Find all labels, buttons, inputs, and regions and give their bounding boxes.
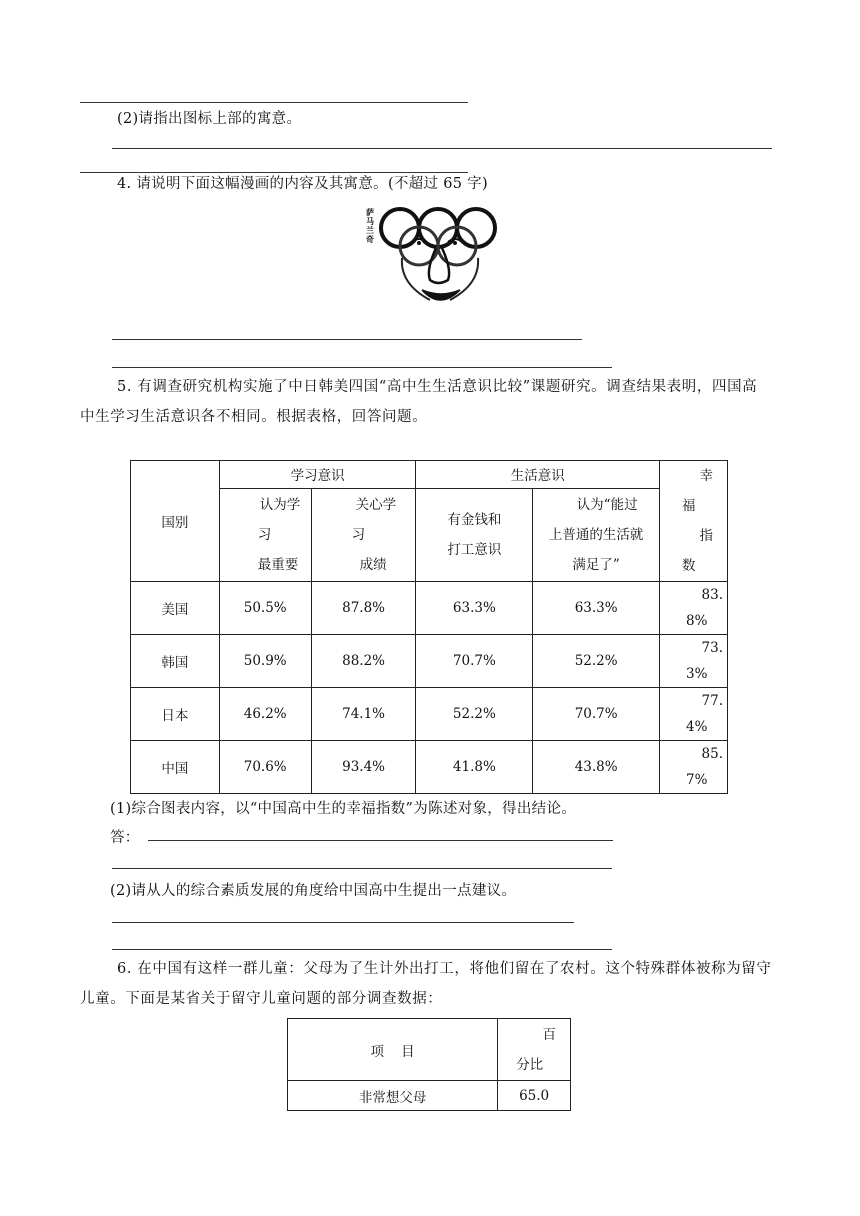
cartoon-face-illustration bbox=[360, 198, 500, 310]
answer-line bbox=[80, 102, 468, 103]
subheader-care-grades: 关心学 习 成绩 bbox=[311, 489, 416, 582]
table-row bbox=[131, 582, 728, 635]
row-country: 中国 bbox=[131, 741, 220, 794]
q6-intro: 6. 在中国有这样一群儿童：父母为了生计外出打工，将他们留在了农村。这个特殊群体被称为留守 儿童。下面是某省关于留守儿童问题的部分调查数据： bbox=[80, 961, 772, 1007]
subheader-money-work: 有金钱和 打工意识 bbox=[416, 489, 533, 582]
row-country: 日本 bbox=[131, 688, 220, 741]
row-country: 韩国 bbox=[131, 635, 220, 688]
q4-prompt: 4. 请说明下面这幅漫画的内容及其寓意。(不超过 65 字) bbox=[117, 176, 488, 192]
cell-value: 43.8% bbox=[533, 741, 660, 794]
q5-sub1: (1)综合图表内容，以“中国高中生的幸福指数”为陈述对象，得出结论。 bbox=[110, 801, 577, 817]
cell-value: 70.6% bbox=[219, 741, 311, 794]
cell-value: 87.8% bbox=[311, 582, 416, 635]
cell-value: 74.1% bbox=[311, 688, 416, 741]
answer-line bbox=[112, 367, 612, 368]
answer-label: 答： bbox=[110, 830, 140, 846]
cell-happiness: 85. 7% bbox=[660, 741, 728, 794]
answer-line bbox=[148, 840, 613, 841]
q5-intro: 5. 有调查研究机构实施了中日韩美四国“高中生生活意识比较”课题研究。调查结果表明，四国高 中生学习生活意识各不相同。根据表格，回答问题。 bbox=[80, 379, 758, 425]
answer-line bbox=[112, 148, 772, 149]
answer-line bbox=[112, 339, 582, 340]
table-corner: 国别 bbox=[131, 461, 220, 582]
left-behind-children-table bbox=[287, 1018, 571, 1111]
cell-value: 52.2% bbox=[416, 688, 533, 741]
row-item: 非常想父母 bbox=[288, 1081, 498, 1111]
table-row bbox=[288, 1081, 571, 1111]
cell-happiness: 77. 4% bbox=[660, 688, 728, 741]
row-percentage: 65.0 bbox=[498, 1081, 571, 1111]
table-row bbox=[131, 741, 728, 794]
survey-table bbox=[130, 460, 728, 794]
cell-value: 63.3% bbox=[533, 582, 660, 635]
cell-value: 70.7% bbox=[416, 635, 533, 688]
cell-value: 46.2% bbox=[219, 688, 311, 741]
cell-value: 52.2% bbox=[533, 635, 660, 688]
cell-happiness: 83. 8% bbox=[660, 582, 728, 635]
cell-value: 93.4% bbox=[311, 741, 416, 794]
answer-line bbox=[112, 868, 612, 869]
header-percentage: 百 分比 bbox=[498, 1019, 571, 1081]
cell-value: 70.7% bbox=[533, 688, 660, 741]
group-header-life: 生活意识 bbox=[416, 461, 660, 489]
cell-value: 50.5% bbox=[219, 582, 311, 635]
cell-value: 88.2% bbox=[311, 635, 416, 688]
cell-happiness: 73. 3% bbox=[660, 635, 728, 688]
q3-sub2: (2)请指出图标上部的寓意。 bbox=[117, 111, 302, 127]
table-row bbox=[131, 688, 728, 741]
header-happiness-index: 幸 福 指 数 bbox=[660, 461, 728, 582]
group-header-study: 学习意识 bbox=[219, 461, 416, 489]
cell-value: 63.3% bbox=[416, 582, 533, 635]
answer-line bbox=[112, 949, 612, 950]
row-country: 美国 bbox=[131, 582, 220, 635]
olympic-rings-cartoon bbox=[360, 198, 500, 314]
answer-line bbox=[112, 922, 574, 923]
subheader-ordinary-life: 认为“能过 上普通的生活就 满足了” bbox=[533, 489, 660, 582]
header-item: 项 目 bbox=[288, 1019, 498, 1081]
cartoon-caption: 萨 马 兰 奇 bbox=[366, 207, 374, 244]
table-row bbox=[131, 635, 728, 688]
q5-sub2: (2)请从人的综合素质发展的角度给中国高中生提出一点建议。 bbox=[110, 883, 517, 899]
cell-value: 41.8% bbox=[416, 741, 533, 794]
subheader-study-most-important: 认为学 习 最重要 bbox=[219, 489, 311, 582]
cell-value: 50.9% bbox=[219, 635, 311, 688]
